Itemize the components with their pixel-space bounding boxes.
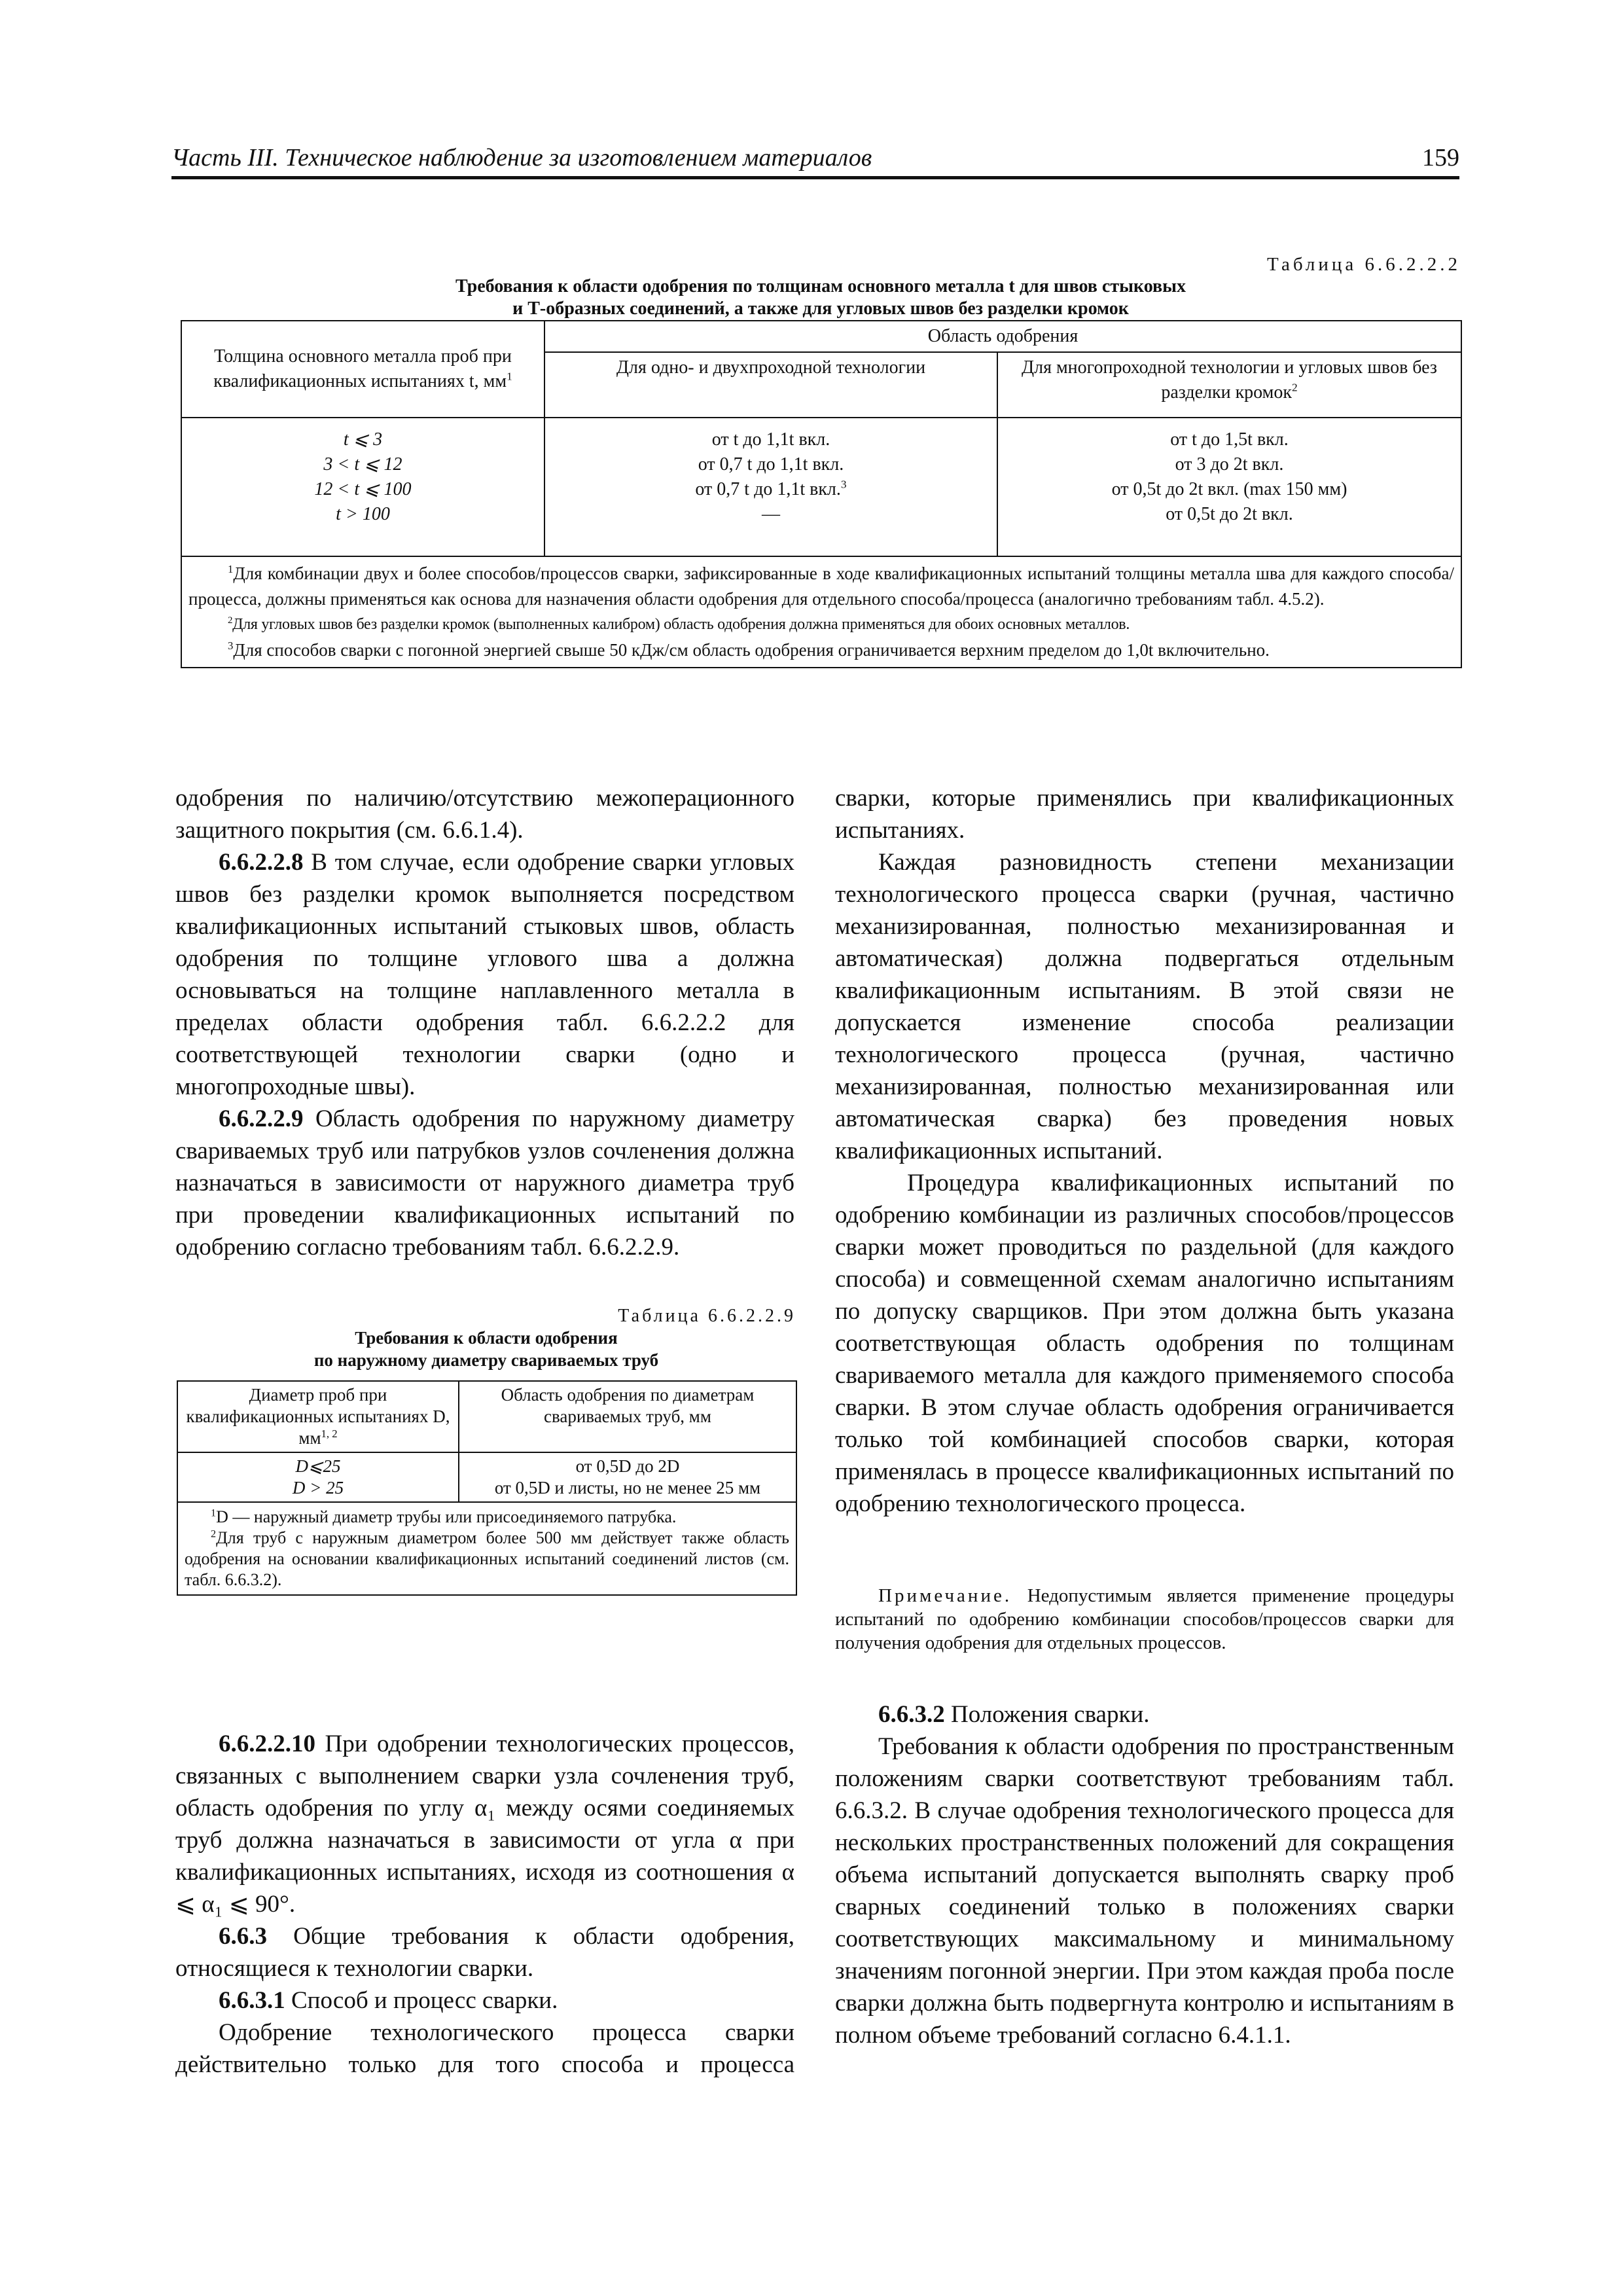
table-cell: t ⩽ 3 3 < t ⩽ 12 12 < t ⩽ 100 t > 100 [181,418,544,556]
header-cell-approval-range: Область одобрения [544,321,1461,352]
diameter-table [177,1380,797,1596]
table-footnotes-row [181,556,1461,668]
footnote: $^1$Для комбинации двух и более способов/процессов сварки, зафиксированные в ходе квалификационных испытаний толщины металла шва для каждого способа/процесса, должны применяться как основа для назначения области одобрения для отдельного способа/процесса (аналогично требованиям табл. 4.5.2). [188,563,1455,609]
paragraph: сварки, которые применялись при квалификационных испытаниях. [835,785,1454,844]
left-column-top [175,782,794,1263]
thickness-table [181,320,1462,668]
section-heading-6-6-3-2: 6.6.3.2 Положения сварки. [878,1701,1150,1728]
table-footnotes-row [177,1502,796,1595]
table-header-row [177,1381,796,1452]
table-title-line: и Т-образных соединений, а также для угловых швов без разделки кромок [512,298,1129,319]
footnote: $^1$D — наружный диаметр трубы или присоединяемого патрубка. [211,1507,677,1526]
right-column-top [835,782,1454,1520]
page-number: 159 [1422,144,1459,171]
table-title [177,1327,796,1371]
table-cell: от 0,5D до 2D от 0,5D и листы, но не менее 25 мм [459,1452,796,1502]
table-6-6-2-2-9 [177,1306,796,1596]
right-column-bottom [835,1698,1454,2051]
note-label: Примечание. [878,1585,1012,1606]
footnote: $^2$Для угловых швов без разделки кромок (выполненных калибром) область одобрения должна применяться для обоих основных металлов. [228,615,1130,633]
header-cell-thickness: Толщина основного металла проб при квалификационных испытаниях t, $мм^1$ [181,321,544,418]
table-header-row [181,321,1461,352]
table-footnotes [181,556,1461,668]
table-title-line: по наружному диаметру свариваемых труб [313,1350,659,1370]
table-body-row [177,1452,796,1502]
header-cell-approval-range: Область одобрения по диаметрам свариваемых труб, мм [459,1381,796,1452]
footnote: $^2$Для труб с наружным диаметром более 500 мм действует также область одобрения на основании квалификационных испытаний соединений листов (см. табл. 6.6.3.2). [185,1528,789,1589]
note-paragraph [835,1584,1454,1655]
section-heading-6-6-3: 6.6.3 Общие требования к области одобрения, относящиеся к технологии сварки. [175,1923,794,1982]
paragraph-6-6-2-2-8: 6.6.2.2.8 В том случае, если одобрение сварки угловых швов без разделки кромок выполняется посредством квалификационных испытаний стыковых швов, область одобрения по толщине углового шва а должна основываться на толщине наплавленного металла в пределах области одобрения табл. 6.6.2.2.2 для соответствующей технологии сварки (одно и многопроходные швы). [175,849,794,1100]
note-text: Недопустимым является применение процедуры испытаний по одобрению комбинации способов/процессов сварки для получения одобрения для отдельных процессов. [835,1585,1454,1653]
paragraph: Требования к области одобрения по пространственным положениям сварки соответствуют требованиям табл. 6.6.3.2. В случае одобрения технологического процесса для нескольких пространственных положений для сокращения объема испытаний допускается выполнять сварку проб сварных соединений только в положениях сварки соответствующих максимальному и минимальному значениям погонной энергии. При этом каждая проба после сварки должна быть подвергнута контролю и испытаниям в полном объеме требований согласно 6.4.1.1. [835,1733,1454,2049]
table-body-row [181,418,1461,556]
header-cell-multi-pass: Для многопроходной технологии и угловых швов без разделки кромок$^2$ [997,352,1461,418]
paragraph-6-6-2-2-10: 6.6.2.2.10 При одобрении технологических процессов, связанных с выполнением сварки узла сочленения труб, область одобрения по углу α₁ между осями соединяемых труб должна назначаться в зависимости от угла α при квалификационных испытаниях, исходя из соотношения α ⩽ α₁ ⩽ 90°. [175,1731,794,1918]
section-heading-6-6-3-1: 6.6.3.1 Способ и процесс сварки. [219,1987,558,2014]
running-header [171,131,1459,179]
footnote: $^3$Для способов сварки с погонной энергией свыше 50 кДж/см область одобрения ограничивается верхним пределом до 1,0t включительно. [228,639,1270,660]
paragraph: одобрения по наличию/отсутствию межоперационного защитного покрытия (см. 6.6.1.4). [175,785,794,844]
table-6-6-2-2-2 [181,254,1461,668]
table-caption: Таблица 6.6.2.2.9 [618,1306,796,1326]
table-cell: от t до 1,5t вкл. от 3 до 2t вкл. от 0,5t до 2t вкл. (max 150 мм) от 0,5t до 2t вкл. [997,418,1461,556]
header-cell-single-pass: Для одно- и двухпроходной технологии [544,352,997,418]
left-column-bottom [175,1728,794,2081]
table-title [181,276,1461,320]
table-footnotes [177,1502,796,1595]
paragraph-6-6-2-2-9: 6.6.2.2.9 Область одобрения по наружному диаметру свариваемых труб или патрубков узлов сочленения должна назначаться в зависимости от наружного диаметра труб при проведении квалификационных испытаний по одобрению согласно требованиям табл. 6.6.2.2.9. [175,1105,794,1261]
header-cell-diameter: Диаметр проб при квалификационных испытаниях D, мм$^{1, 2}$ [177,1381,459,1452]
table-cell: от t до 1,1t вкл. от 0,7 t до 1,1t вкл. от 0,7 t до 1,1t вкл.$^3$ — [544,418,997,556]
header-title: Часть III. Техническое наблюдение за изготовлением материалов [171,144,872,171]
paragraph: Одобрение технологического процесса сварки действительно только для того способа и процесса [175,2019,794,2078]
table-title-line: Требования к области одобрения по толщинам основного металла t для швов стыковых [455,276,1186,296]
paragraph: Каждая разновидность степени механизации технологического процесса сварки (ручная, частично механизированная, полностью механизированная и автоматическая) должна подвергаться отдельным квалификационным испытаниям. В этой связи не допускается изменение способа реализации технологического процесса (ручная, частично механизированная, полностью механизированная или автоматическая сварка) без проведения новых квалификационных испытаний. [835,849,1454,1164]
paragraph: Процедура квалификационных испытаний по одобрению комбинации из различных способов/процессов сварки может проводиться по раздельной (для каждого способа) и совмещенной схемам аналогично испытаниям по допуску сварщиков. При этом должна быть указана соответствующая область одобрения по толщинам свариваемого металла для каждого применяемого способа сварки. В этом случае область одобрения ограничивается только той комбинацией способов сварки, которая применялась в процессе квалификационных испытаний по одобрению технологического процесса. [835,1170,1454,1517]
table-cell: D⩽25 D > 25 [177,1452,459,1502]
table-caption: Таблица 6.6.2.2.2 [1266,254,1461,275]
table-title-line: Требования к области одобрения [355,1328,618,1348]
